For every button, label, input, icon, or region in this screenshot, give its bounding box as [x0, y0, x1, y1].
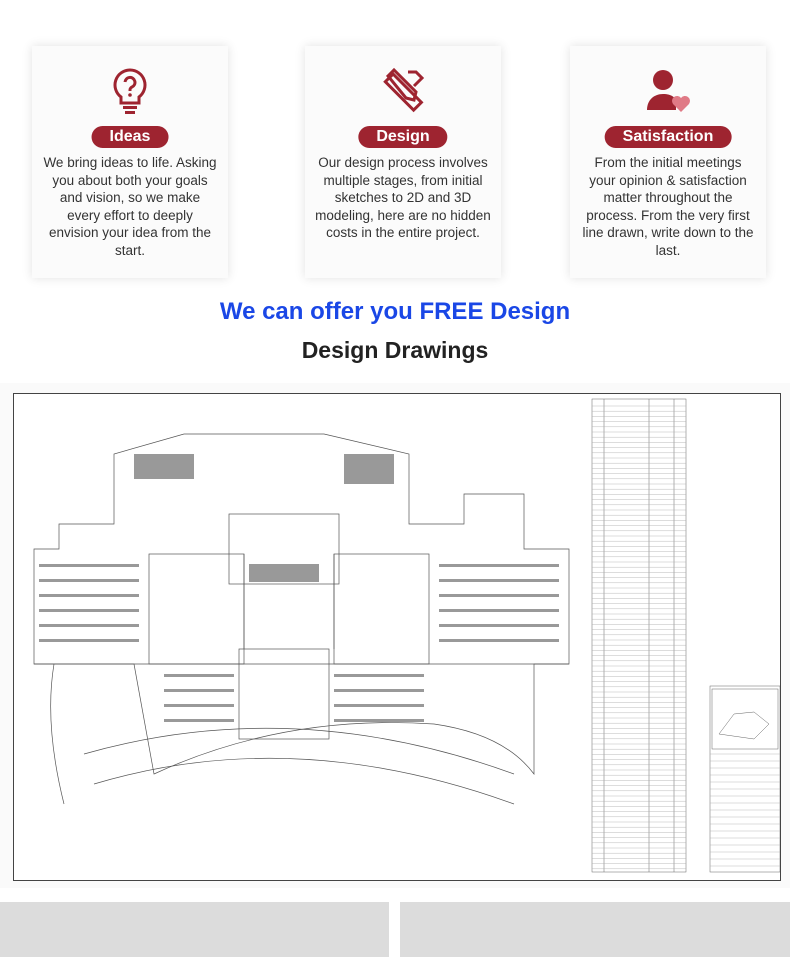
- card-description: Our design process involves multiple stages, from initial sketches to 2D and 3D modeling, here are no hidden costs in the entire project.: [315, 155, 491, 240]
- floor-plan-svg: [14, 394, 781, 881]
- card-ideas: [32, 46, 228, 278]
- floor-plan-drawing: [13, 393, 781, 881]
- card-satisfaction: [570, 46, 766, 278]
- card-description: We bring ideas to life. Asking you about both your goals and vision, so we make every effort to deeply envision your idea from the start.: [43, 155, 217, 258]
- card-title: Design: [358, 126, 447, 148]
- design-drawings-heading: Design Drawings: [301, 337, 489, 363]
- card-title: Satisfaction: [605, 126, 732, 148]
- card-description: From the initial meetings your opinion & satisfaction matter throughout the process. From the very first line drawn, write down to the last.: [582, 155, 754, 258]
- free-design-headline: We can offer you FREE Design: [219, 298, 571, 325]
- user-heart-icon: [643, 66, 693, 116]
- pencil-ruler-icon: [378, 66, 428, 116]
- card-title: Ideas: [92, 126, 169, 148]
- card-design: [305, 46, 501, 278]
- bottom-panel-right: [400, 902, 790, 957]
- lightbulb-question-icon: [105, 66, 155, 116]
- bottom-panel-left: [0, 902, 389, 957]
